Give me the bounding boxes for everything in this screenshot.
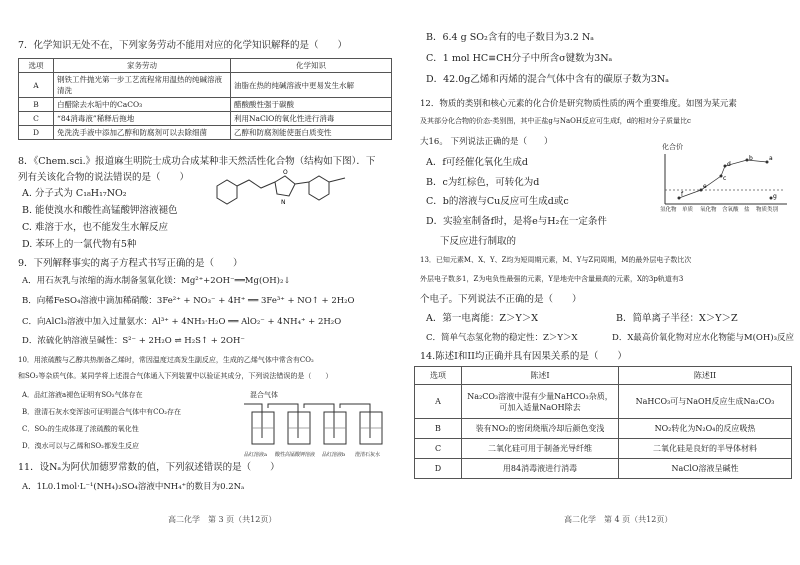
q7-stem: 7．化学知识无处不在，下列家务劳动不能用对应的化学知识解释的是（ ） bbox=[18, 40, 348, 51]
table-cell: 利用NaClO的氧化性进行消毒 bbox=[231, 112, 392, 126]
q10-line1: 10．用浓硫酸与乙醇共热制备乙烯时，常因温度过高发生副反应，生成的乙烯气体中常含有CO₂ bbox=[18, 356, 314, 364]
q12-line2: 及其部分化合物的价态-类别图，其中正盐g与NaOH反应可生成f，d的相对分子质量比c bbox=[420, 117, 691, 125]
table-cell: 乙醇和防腐剂能使蛋白质变性 bbox=[231, 126, 392, 140]
valence-class-diagram bbox=[655, 152, 795, 214]
chart-y-label: 化合价 bbox=[662, 143, 683, 151]
q13-line2: 外层电子数多1，Z为电负性最强的元素，Y是地壳中含量最高的元素，X的3p轨道有3 bbox=[420, 275, 684, 283]
table-cell: B bbox=[415, 419, 462, 439]
table-header: 陈述I bbox=[462, 367, 619, 385]
table-header: 陈述II bbox=[619, 367, 792, 385]
table-cell: 装有NO₂的密闭烧瓶冷却后颜色变浅 bbox=[462, 419, 619, 439]
table-cell: D bbox=[19, 126, 54, 140]
chart-category: 单质 bbox=[682, 207, 694, 213]
table-header: 化学知识 bbox=[231, 59, 392, 73]
q12-line1: 12．物质的类别和核心元素的化合价是研究物质性质的两个重要维度。如图为某元素 bbox=[420, 99, 737, 109]
chart-x-label: 物质类别 bbox=[756, 207, 779, 213]
q10-option-d: D．溴水可以与乙烯和SO₂都发生反应 bbox=[22, 442, 139, 450]
point-label-f: f bbox=[681, 191, 684, 198]
bottle-label: 澄清石灰水 bbox=[355, 452, 381, 458]
q12-option-a: A．f可经催化氧化生成d bbox=[426, 157, 528, 168]
chart-category: 氧化物 bbox=[700, 207, 717, 213]
q9-option-c: C．向AlCl₃溶液中加入过量氨水：Al³⁺ + 4NH₃·H₂O ══ AlO₂⁻ + 4NH₄⁺ + 2H₂O bbox=[22, 317, 342, 327]
q8-line2: 列有关该化合物的说法错误的是（ ） bbox=[18, 172, 190, 183]
table-header-row bbox=[19, 59, 392, 73]
table-cell: NaHCO₃可与NaOH反应生成Na₂CO₃ bbox=[619, 385, 792, 419]
q9-option-d: D．浓硫化钠溶液呈碱性：S²⁻ + 2H₂O ⇌ H₂S↑ + 2OH⁻ bbox=[22, 336, 245, 346]
molecule-structure-icon bbox=[205, 166, 395, 216]
table-header: 选项 bbox=[415, 367, 462, 385]
point-label-d: d bbox=[727, 161, 731, 168]
q12-option-d-line1: D．实验室制备f时，是将e与H₂在一定条件 bbox=[426, 216, 607, 227]
apparatus-inlet-label: 混合气体 bbox=[250, 391, 278, 399]
q8-option-b: B. 能使溴水和酸性高锰酸钾溶液褪色 bbox=[22, 205, 178, 216]
table-cell: C bbox=[415, 439, 462, 459]
table-header-row bbox=[415, 367, 792, 385]
right-page bbox=[400, 0, 800, 565]
q13-option-a: A．第一电离能：Z＞Y＞X bbox=[426, 313, 538, 324]
table-cell: 醋酸酸性强于碳酸 bbox=[231, 98, 392, 112]
table-header: 家务劳动 bbox=[54, 59, 231, 73]
q8-line1: 8．《Chem.sci.》报道麻生明院士成功合成某种非天然活性化合物（结构如下图）．下 bbox=[18, 156, 376, 167]
table-row bbox=[19, 112, 392, 126]
q12-option-b: B．c为红棕色，可转化为d bbox=[426, 177, 540, 188]
q12-option-c: C．b的溶液与Cu反应可生成d或c bbox=[426, 196, 569, 207]
q8-option-c: C. 难溶于水，也不能发生水解反应 bbox=[22, 222, 168, 233]
table-row bbox=[415, 459, 792, 479]
q8-option-a: A. 分子式为 C₁₈H₁₇NO₂ bbox=[22, 188, 127, 199]
chart-category: 盐 bbox=[744, 207, 750, 213]
q14-table bbox=[414, 366, 792, 479]
q10-line2: 和SO₂等杂质气体。某同学将上述混合气体通入下列装置中以验证其成分，下列说法错误的是（ ） bbox=[18, 372, 333, 380]
q13-option-b: B．简单离子半径：X＞Y＞Z bbox=[616, 313, 738, 324]
q11-stem: 11．设Nₐ为阿伏加德罗常数的值，下列叙述错误的是（ ） bbox=[18, 462, 280, 473]
q14-stem: 14.陈述I和II均正确并具有因果关系的是（ ） bbox=[420, 351, 627, 362]
table-cell: C bbox=[19, 112, 54, 126]
table-cell: 二氧化硅可用于制备光导纤维 bbox=[462, 439, 619, 459]
page-footer: 高二化学 第 4 页（共12页） bbox=[564, 515, 673, 524]
q9-stem: 9．下列解释事实的离子方程式书写正确的是（ ） bbox=[18, 258, 243, 269]
table-header: 选项 bbox=[19, 59, 54, 73]
table-row bbox=[415, 419, 792, 439]
bottle-label: 酸性高锰酸钾溶液 bbox=[275, 452, 316, 458]
table-row bbox=[19, 98, 392, 112]
gas-washing-bottles-icon bbox=[240, 398, 395, 453]
table-cell: A bbox=[415, 385, 462, 419]
table-cell: “84消毒液”稀释后拖地 bbox=[54, 112, 231, 126]
q10-option-a: A．品红溶液a褪色证明有SO₂气体存在 bbox=[22, 391, 143, 399]
table-cell: Na₂CO₃溶液中混有少量NaHCO₃杂质，可加入适量NaOH除去 bbox=[462, 385, 619, 419]
svg-text:O: O bbox=[283, 169, 288, 176]
q7-table bbox=[18, 58, 392, 140]
q9-option-b: B．向稀FeSO₄溶液中滴加稀硝酸：3Fe²⁺ + NO₃⁻ + 4H⁺ ══ 3Fe³⁺ + NO↑ + 2H₂O bbox=[22, 296, 355, 306]
table-cell: 钢铁工件抛光第一步工艺流程常用温热的纯碱溶液清洗 bbox=[54, 73, 231, 98]
table-cell: 白醋除去水垢中的CaCO₃ bbox=[54, 98, 231, 112]
table-cell: 用84消毒液进行消毒 bbox=[462, 459, 619, 479]
point-label-b: b bbox=[749, 155, 753, 162]
point-label-c: c bbox=[723, 175, 727, 182]
table-row bbox=[19, 126, 392, 140]
q11-option-d: D．42.0g乙烯和丙烯的混合气体中含有的碳原子数为3Nₐ bbox=[426, 74, 669, 85]
q13-option-d: D．X最高价氧化物对应水化物能与M(OH)₃反应 bbox=[612, 333, 794, 343]
chart-category: 氢化物 bbox=[660, 207, 677, 213]
chart-category: 含氧酸 bbox=[722, 207, 739, 213]
q13-line3: 个电子。下列说法不正确的是（ ） bbox=[420, 294, 582, 305]
table-cell: B bbox=[19, 98, 54, 112]
q10-option-b: B．澄清石灰水变浑浊可证明混合气体中有CO₂存在 bbox=[22, 408, 182, 416]
point-label-a: a bbox=[769, 155, 773, 162]
q12-option-d-line2: 下反应进行制取的 bbox=[440, 236, 517, 247]
bottle-label: 品红溶液a bbox=[244, 452, 267, 458]
table-row bbox=[415, 385, 792, 419]
q11-option-a: A．1L0.1mol·L⁻¹(NH₄)₂SO₄溶液中NH₄⁺的数目为0.2Nₐ bbox=[22, 482, 245, 492]
q11-option-c: C．1 mol HC≡CH分子中所含σ键数为3Nₐ bbox=[426, 53, 613, 64]
point-label-e: e bbox=[703, 183, 707, 190]
table-cell: NO₂转化为N₂O₄的反应吸热 bbox=[619, 419, 792, 439]
q10-option-c: C．SO₂的生成体现了浓硫酸的氧化性 bbox=[22, 425, 139, 433]
table-cell: D bbox=[415, 459, 462, 479]
svg-text:N: N bbox=[281, 199, 286, 206]
bottle-label: 品红溶液b bbox=[322, 452, 346, 458]
table-row bbox=[415, 439, 792, 459]
q12-line3: 大16。 下列说法正确的是（ ） bbox=[420, 137, 553, 147]
table-cell: NaClO溶液呈碱性 bbox=[619, 459, 792, 479]
point-label-g: g bbox=[773, 193, 777, 200]
page-footer: 高二化学 第 3 页（共12页） bbox=[168, 515, 277, 524]
q8-option-d: D. 苯环上的一氯代物有5种 bbox=[22, 239, 137, 250]
q13-option-c: C．简单气态氢化物的稳定性：Z＞Y＞X bbox=[426, 333, 578, 343]
table-row bbox=[19, 73, 392, 98]
q11-option-b: B．6.4 g SO₂含有的电子数目为3.2 Nₐ bbox=[426, 32, 594, 43]
q9-option-a: A．用石灰乳与浓缩的海水制备氢氧化镁：Mg²⁺+2OH⁻══Mg(OH)₂↓ bbox=[22, 276, 291, 286]
table-cell: A bbox=[19, 73, 54, 98]
table-cell: 二氧化硅是良好的半导体材料 bbox=[619, 439, 792, 459]
q13-line1: 13．已知元素M、X、Y、Z均为短周期元素，M、Y与Z同周期，M的最外层电子数比次 bbox=[420, 256, 692, 264]
table-cell: 油脂在热的纯碱溶液中更易发生水解 bbox=[231, 73, 392, 98]
table-cell: 免洗洗手液中添加乙醇和防腐剂可以去除细菌 bbox=[54, 126, 231, 140]
